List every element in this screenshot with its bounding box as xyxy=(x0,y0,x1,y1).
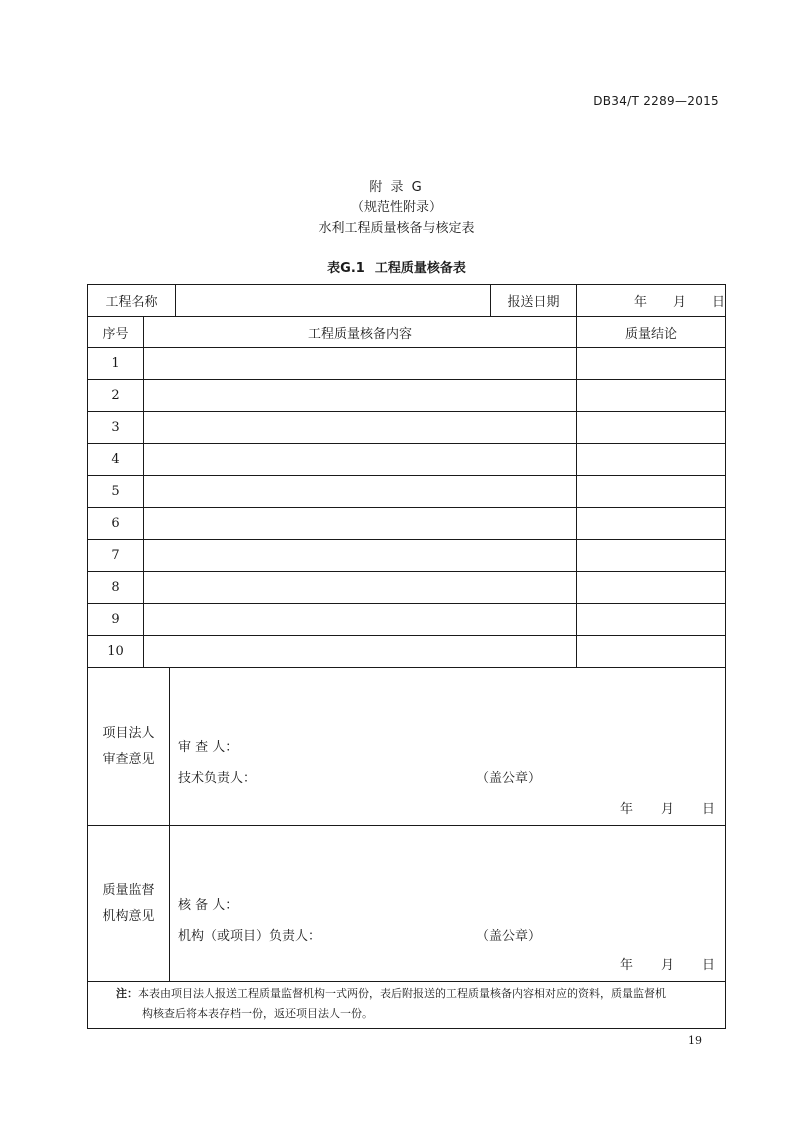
appendix-nature: （规范性附录） xyxy=(350,200,442,215)
note-text: 本表由项目法人报送工程质量监督机构一式两份，表后附报送的工程质量核备内容相对应的资料，质量监督机 xyxy=(138,987,666,1000)
row-number: 4 xyxy=(88,444,144,476)
result-cell[interactable] xyxy=(577,540,726,572)
result-cell[interactable] xyxy=(577,636,726,668)
row-number: 8 xyxy=(88,572,144,604)
filer-label: 核 备 人： xyxy=(178,898,239,913)
note-row xyxy=(88,982,726,1029)
date-day: 日 xyxy=(701,958,715,973)
col-header-no: 序号 xyxy=(88,317,144,348)
content-cell[interactable] xyxy=(144,604,577,636)
project-name-field[interactable] xyxy=(176,285,491,317)
legal-person-opinion-row xyxy=(88,668,726,826)
note-text-continued: 构核查后将本表存档一份，返还项目法人一份。 xyxy=(142,1007,373,1020)
project-info-row xyxy=(88,285,726,317)
official-seal-label: （盖公章） xyxy=(476,771,542,786)
result-cell[interactable] xyxy=(577,348,726,380)
legal-person-opinion-field[interactable] xyxy=(170,668,726,826)
content-cell[interactable] xyxy=(144,636,577,668)
table-row xyxy=(88,444,726,476)
result-cell[interactable] xyxy=(577,412,726,444)
appendix-subject: 水利工程质量核备与核定表 xyxy=(318,221,475,236)
content-cell[interactable] xyxy=(144,476,577,508)
appendix-title: 附 录 G xyxy=(369,180,424,195)
column-header-row xyxy=(88,317,726,348)
row-number: 5 xyxy=(88,476,144,508)
reviewer-label: 审 查 人： xyxy=(178,740,239,755)
date-year: 年 xyxy=(619,802,633,817)
agency-lead-label: 机构（或项目）负责人： xyxy=(178,929,322,944)
label-line: 机构意见 xyxy=(102,908,155,924)
opinion-date xyxy=(620,954,715,973)
result-cell[interactable] xyxy=(577,380,726,412)
content-cell[interactable] xyxy=(144,540,577,572)
table-row xyxy=(88,412,726,444)
page-number: 19 xyxy=(688,1034,702,1047)
table-note xyxy=(88,982,726,1029)
content-cell[interactable] xyxy=(144,380,577,412)
label-line: 项目法人 xyxy=(102,725,155,741)
content-cell[interactable] xyxy=(144,412,577,444)
quality-filing-form xyxy=(87,284,726,1029)
row-number: 9 xyxy=(88,604,144,636)
table-row xyxy=(88,348,726,380)
table-row xyxy=(88,540,726,572)
date-day: 日 xyxy=(711,295,725,310)
standard-code: DB34/T 2289—2015 xyxy=(593,94,719,108)
row-number: 3 xyxy=(88,412,144,444)
col-header-result: 质量结论 xyxy=(577,317,726,348)
row-number: 6 xyxy=(88,508,144,540)
result-cell[interactable] xyxy=(577,508,726,540)
table-row xyxy=(88,476,726,508)
table-number: 表G.1 xyxy=(327,261,365,276)
col-header-content: 工程质量核备内容 xyxy=(144,317,577,348)
supervision-opinion-row xyxy=(88,826,726,982)
table-row xyxy=(88,572,726,604)
content-cell[interactable] xyxy=(144,444,577,476)
date-month: 月 xyxy=(660,958,674,973)
table-caption xyxy=(0,257,793,276)
row-number: 10 xyxy=(88,636,144,668)
content-cell[interactable] xyxy=(144,572,577,604)
content-cell[interactable] xyxy=(144,508,577,540)
supervision-opinion-label xyxy=(88,826,170,982)
result-cell[interactable] xyxy=(577,476,726,508)
table-row xyxy=(88,508,726,540)
label-line: 审查意见 xyxy=(102,751,155,767)
row-number: 1 xyxy=(88,348,144,380)
submit-date-label: 报送日期 xyxy=(491,285,577,317)
result-cell[interactable] xyxy=(577,572,726,604)
opinion-date xyxy=(620,798,715,817)
result-cell[interactable] xyxy=(577,604,726,636)
official-seal-label: （盖公章） xyxy=(476,929,542,944)
date-month: 月 xyxy=(660,802,674,817)
date-year: 年 xyxy=(619,958,633,973)
table-row xyxy=(88,380,726,412)
table-row xyxy=(88,604,726,636)
date-year: 年 xyxy=(633,295,647,310)
result-cell[interactable] xyxy=(577,444,726,476)
note-head: 注： xyxy=(116,987,138,1000)
submit-date-field[interactable] xyxy=(577,285,726,317)
legal-person-opinion-label xyxy=(88,668,170,826)
row-number: 7 xyxy=(88,540,144,572)
supervision-opinion-field[interactable] xyxy=(170,826,726,982)
label-line: 质量监督 xyxy=(102,882,155,898)
date-month: 月 xyxy=(672,295,686,310)
table-title: 工程质量核备表 xyxy=(374,261,466,276)
row-number: 2 xyxy=(88,380,144,412)
date-day: 日 xyxy=(701,802,715,817)
tech-lead-label: 技术负责人： xyxy=(178,771,257,786)
project-name-label: 工程名称 xyxy=(88,285,176,317)
table-row xyxy=(88,636,726,668)
content-cell[interactable] xyxy=(144,348,577,380)
